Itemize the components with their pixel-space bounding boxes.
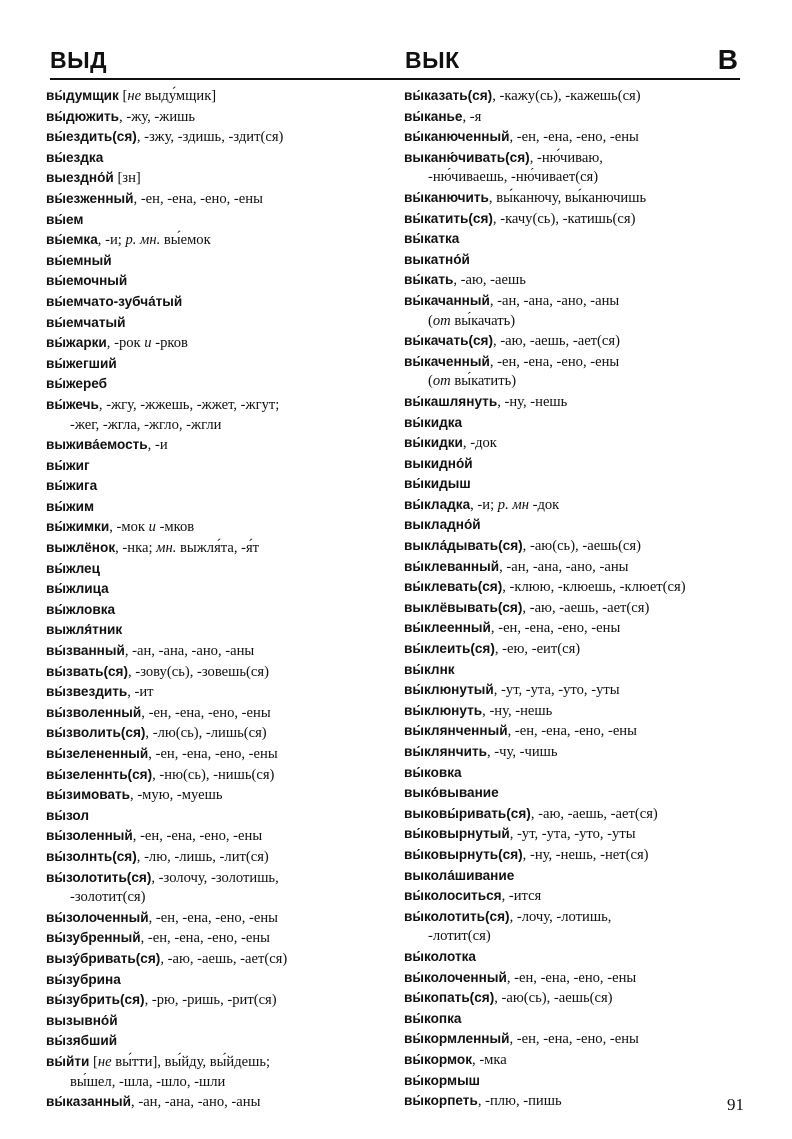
dictionary-entry xyxy=(46,1092,396,1113)
headword: вы́копать(ся) xyxy=(404,990,495,1006)
entry-grammar: , вы́канючу, вы́канючишь xyxy=(488,189,647,206)
headword: вы́катить(ся) xyxy=(404,210,493,226)
dictionary-entry xyxy=(404,1071,764,1092)
headword: вы́емка xyxy=(46,232,98,248)
entry-grammar: , -ен, -ена, -ено, -ены xyxy=(140,930,270,947)
entry-grammar: , -аю, -аешь, -ает(ся) xyxy=(160,950,288,967)
headword: выканю́чивать(ся) xyxy=(404,149,530,165)
entry-continuation xyxy=(46,888,396,908)
headword: вы́зубренный xyxy=(46,930,141,946)
headword: вызывно́й xyxy=(46,1012,118,1028)
header-left-guide-word: ВЫД xyxy=(50,47,108,73)
headword: вы́казать(ся) xyxy=(404,88,493,103)
headword: вы́каченный xyxy=(404,353,490,369)
entry-grammar: , -зжу, -здишь, -здит(ся) xyxy=(136,129,284,146)
entry-grammar: (от вы́катить) xyxy=(428,373,517,390)
headword: вы́казанный xyxy=(46,1094,132,1110)
entry-grammar: [не вы́тти], вы́йду, вы́йдешь; xyxy=(89,1053,271,1070)
dictionary-entry xyxy=(46,333,396,354)
entry-grammar: , -ен, -ена, -ено, -ены xyxy=(133,190,263,207)
entry-grammar: , -ен, -ена, -ено, -ены xyxy=(506,969,637,986)
dictionary-entry xyxy=(404,968,764,989)
dictionary-entry xyxy=(404,495,764,516)
headword: вы́кать xyxy=(404,272,454,288)
entry-continuation xyxy=(46,416,396,436)
entry-grammar: , -я xyxy=(462,108,482,125)
headword: вы́клевать(ся) xyxy=(404,579,503,595)
headword: вы́жереб xyxy=(46,376,108,392)
dictionary-entry xyxy=(46,620,396,641)
dictionary-entry xyxy=(404,127,764,148)
headword: вы́жечь xyxy=(46,396,99,412)
dictionary-entry xyxy=(46,703,396,724)
dictionary-entry xyxy=(404,148,764,169)
dictionary-entry xyxy=(404,1029,764,1050)
entry-grammar: , -аю, -аешь, -ает(ся) xyxy=(493,333,620,350)
headword: вы́колотка xyxy=(404,948,476,964)
dictionary-entry xyxy=(46,559,396,580)
headword: вы́езженный xyxy=(46,190,134,206)
dictionary-entry xyxy=(46,292,396,313)
headword: выкатно́й xyxy=(404,251,470,267)
dictionary-entry xyxy=(404,783,764,804)
dictionary-entry xyxy=(404,250,764,271)
headword: вы́звездить xyxy=(46,684,128,700)
dictionary-entry xyxy=(46,86,396,107)
headword: вы́зол xyxy=(46,807,89,823)
headword: выжива́емость xyxy=(46,437,148,453)
dictionary-entry xyxy=(46,476,396,497)
headword: вы́кормленный xyxy=(404,1031,510,1047)
dictionary-entry xyxy=(46,806,396,827)
dictionary-entry xyxy=(46,1031,396,1052)
dictionary-entry xyxy=(46,990,396,1011)
headword: вы́ем xyxy=(46,211,84,227)
entry-grammar: , -и; р. мн -док xyxy=(470,496,560,513)
headword: выжля́тник xyxy=(46,622,123,638)
entry-continuation xyxy=(404,312,764,332)
entry-grammar: [зн] xyxy=(113,170,141,187)
dictionary-entry xyxy=(46,744,396,765)
dictionary-entry xyxy=(404,866,764,887)
entry-grammar: -лотит(ся) xyxy=(428,928,491,945)
dictionary-entry xyxy=(46,662,396,683)
headword: выклёвывать(ся) xyxy=(404,599,523,615)
headword: выжлёнок xyxy=(46,540,116,556)
headword: вы́клеванный xyxy=(404,558,500,574)
dictionary-entry xyxy=(404,352,764,373)
headword: вы́корпеть xyxy=(404,1093,478,1109)
entry-grammar: , -мка xyxy=(472,1051,507,1068)
dictionary-entry xyxy=(46,517,396,538)
dictionary-entry xyxy=(46,1052,396,1073)
headword: вы́емочный xyxy=(46,273,128,289)
entry-grammar: , -аю(сь), -аешь(ся) xyxy=(522,538,641,555)
entry-continuation xyxy=(46,1073,396,1093)
headword: вы́жловка xyxy=(46,601,116,617)
dictionary-entry xyxy=(46,847,396,868)
dictionary-entry xyxy=(46,313,396,334)
dictionary-entry xyxy=(46,374,396,395)
dictionary-entry xyxy=(46,826,396,847)
headword: вы́жиг xyxy=(46,457,90,473)
entry-grammar: , -золочу, -золотишь, xyxy=(151,869,279,886)
dictionary-entry xyxy=(404,907,764,928)
dictionary-entry xyxy=(46,785,396,806)
dictionary-entry xyxy=(404,270,764,291)
entry-grammar: , -ну, -нешь xyxy=(482,702,553,719)
entry-grammar: -золотит(ся) xyxy=(70,889,146,906)
dictionary-entry xyxy=(404,639,764,660)
entry-grammar: , -кажу(сь), -кажешь(ся) xyxy=(492,88,641,104)
entry-grammar: , -качу(сь), -катишь(ся) xyxy=(492,210,636,227)
headword: вы́зубрить(ся) xyxy=(46,992,145,1008)
headword: вы́катка xyxy=(404,231,460,247)
entry-grammar: вы́шел, -шла, -шло, -шли xyxy=(70,1073,226,1090)
header-section-letter: В xyxy=(717,44,738,75)
dictionary-entry xyxy=(46,723,396,744)
entry-grammar: , -ну, -нешь xyxy=(497,393,568,410)
headword: вы́дюжить xyxy=(46,108,120,124)
headword: вы́канюченный xyxy=(404,129,510,145)
dictionary-entry xyxy=(46,908,396,929)
dictionary-entry xyxy=(404,988,764,1009)
entry-grammar: , -ну, -нешь, -нет(ся) xyxy=(522,846,649,863)
headword: вы́думщик xyxy=(46,88,119,103)
entry-grammar: , -рю, -ришь, -рит(ся) xyxy=(144,992,277,1009)
entry-grammar: , -аю, -аешь xyxy=(453,272,526,289)
dictionary-entry xyxy=(46,210,396,231)
headword: выковы́ривать(ся) xyxy=(404,805,531,821)
headword: вы́золотить(ся) xyxy=(46,869,152,885)
dictionary-entry xyxy=(404,947,764,968)
entry-grammar: , -ан, -ана, -ано, -аны xyxy=(124,643,255,660)
dictionary-entry xyxy=(404,763,764,784)
entry-grammar: , -ен, -ена, -ено, -ены xyxy=(148,909,278,926)
dictionary-entry xyxy=(404,291,764,312)
dictionary-entry xyxy=(404,515,764,536)
entry-grammar: [не выду́мщик] xyxy=(118,88,217,104)
dictionary-entry xyxy=(46,127,396,148)
headword: вы́жлица xyxy=(46,581,109,597)
dictionary-entry xyxy=(404,454,764,475)
entry-grammar: , -ею, -еит(ся) xyxy=(494,641,581,658)
headword: вы́кашлянуть xyxy=(404,393,498,409)
entry-grammar: , -док xyxy=(462,435,497,452)
dictionary-entry xyxy=(46,354,396,375)
dictionary-entry xyxy=(404,618,764,639)
dictionary-entry xyxy=(46,148,396,169)
headword: вы́клнк xyxy=(404,661,455,677)
headword: вы́канье xyxy=(404,108,463,124)
right-column xyxy=(404,86,764,1112)
headword: вы́емчатый xyxy=(46,314,126,330)
dictionary-entry xyxy=(46,1011,396,1032)
entry-grammar: , -и xyxy=(147,437,168,454)
headword: вы́жим xyxy=(46,498,95,514)
dictionary-entry xyxy=(404,209,764,230)
entry-grammar: , -ен, -ена, -ено, -ены xyxy=(507,723,637,740)
dictionary-entry xyxy=(404,433,764,454)
dictionary-entry xyxy=(46,970,396,991)
dictionary-entry xyxy=(46,765,396,786)
headword: выкла́дывать(ся) xyxy=(404,538,523,554)
headword: выко́вывание xyxy=(404,785,499,801)
headword: выкола́шивание xyxy=(404,867,515,883)
entry-grammar: , -ен, -ена, -ено, -ены xyxy=(509,1031,639,1048)
dictionary-entry xyxy=(46,107,396,128)
headword: вы́ездить(ся) xyxy=(46,129,137,145)
entry-grammar: , -плю, -пишь xyxy=(477,1093,562,1110)
entry-grammar: , -ню́чиваю, xyxy=(529,149,603,166)
headword: вы́зелененный xyxy=(46,746,149,761)
entry-grammar: , -жу, -жишь xyxy=(119,108,196,125)
dictionary-entry xyxy=(404,86,764,107)
dictionary-entry xyxy=(404,598,764,619)
entry-grammar: , -ен, -ена, -ено, -ены xyxy=(509,129,639,146)
entry-grammar: , -ан, -ана, -ано, -аны xyxy=(499,558,629,575)
headword: вы́жлец xyxy=(46,560,100,576)
entry-grammar: , -лю(сь), -лишь(ся) xyxy=(145,725,267,742)
headword: вы́клянчить xyxy=(404,744,487,759)
entry-grammar: (от вы́качать) xyxy=(428,312,516,329)
entry-grammar: , -лю, -лишь, -лит(ся) xyxy=(136,848,269,865)
dictionary-entry xyxy=(404,413,764,434)
headword: вы́ездка xyxy=(46,149,104,165)
dictionary-entry xyxy=(404,536,764,557)
running-header xyxy=(50,44,740,80)
headword: вы́ковка xyxy=(404,764,462,780)
headword: вы́ковырнуть(ся) xyxy=(404,846,523,862)
dictionary-entry xyxy=(46,230,396,251)
dictionary-entry xyxy=(404,1050,764,1071)
dictionary-entry xyxy=(46,168,396,189)
header-right-guide-word: ВЫК xyxy=(405,47,460,73)
headword: вы́копка xyxy=(404,1010,462,1026)
dictionary-entry xyxy=(46,538,396,559)
entry-grammar: , -аю(сь), -аешь(ся) xyxy=(494,990,613,1007)
dictionary-entry xyxy=(46,641,396,662)
headword: вы́кладка xyxy=(404,496,471,512)
entry-grammar: , -зову(сь), -зовешь(ся) xyxy=(128,663,269,680)
entry-grammar: , -мую, -муешь xyxy=(130,787,223,804)
entry-grammar: , -мок и -мков xyxy=(109,519,195,536)
dictionary-entry xyxy=(46,868,396,889)
dictionary-entry xyxy=(46,251,396,272)
headword: вы́емчато-зубча́тый xyxy=(46,293,183,309)
dictionary-entry xyxy=(404,107,764,128)
entry-grammar: , -ан, -ана, -ано, -аны xyxy=(131,1094,261,1111)
headword: вы́колотить(ся) xyxy=(404,908,510,924)
entry-grammar: , -лочу, -лотишь, xyxy=(509,908,612,925)
dictionary-entry xyxy=(404,229,764,250)
dictionary-entry xyxy=(404,742,764,763)
headword: вы́зябший xyxy=(46,1033,118,1049)
headword: вы́канючить xyxy=(404,189,489,205)
headword: вы́зволить(ся) xyxy=(46,725,146,741)
dictionary-entry xyxy=(404,1091,764,1112)
headword: вы́кидка xyxy=(404,414,463,430)
entry-continuation xyxy=(404,168,764,188)
headword: вы́звать(ся) xyxy=(46,663,129,679)
entry-grammar: , -чу, -чишь xyxy=(486,744,558,760)
headword: вы́золенный xyxy=(46,828,133,844)
headword: вы́кидыш xyxy=(404,476,471,492)
entry-grammar: , -ен, -ена, -ено, -ены xyxy=(490,620,621,637)
entry-grammar: , -рок и -рков xyxy=(106,335,188,352)
entry-continuation xyxy=(404,927,764,947)
dictionary-entry xyxy=(404,392,764,413)
dictionary-entry xyxy=(46,395,396,416)
dictionary-entry xyxy=(46,949,396,970)
headword: вы́зубрина xyxy=(46,971,121,987)
headword: вы́клюнутый xyxy=(404,682,494,698)
entry-grammar: -жег, -жгла, -жгло, -жгли xyxy=(70,416,222,433)
headword: вы́жегший xyxy=(46,355,117,371)
dictionary-entry xyxy=(46,456,396,477)
headword: вы́колоситься xyxy=(404,888,502,904)
headword: вы́золнть(ся) xyxy=(46,848,137,864)
dictionary-entry xyxy=(404,474,764,495)
entry-grammar: , -ню(сь), -нишь(ся) xyxy=(152,766,275,783)
entry-continuation xyxy=(404,372,764,392)
dictionary-entry xyxy=(404,680,764,701)
dictionary-entry xyxy=(404,660,764,681)
dictionary-entry xyxy=(404,557,764,578)
dictionary-entry xyxy=(404,577,764,598)
dictionary-entry xyxy=(404,886,764,907)
entry-grammar: , -жгу, -жжешь, -жжет, -жгут; xyxy=(98,396,280,413)
dictionary-entry xyxy=(46,435,396,456)
dictionary-entry xyxy=(46,271,396,292)
entry-grammar: , -ут, -ута, -уто, -уты xyxy=(509,826,636,843)
headword: вы́ковырнутый xyxy=(404,826,510,842)
headword: вы́емный xyxy=(46,252,112,268)
entry-grammar: , -ен, -ена, -ено, -ены xyxy=(489,353,620,370)
entry-grammar: , -и; р. мн. вы́емок xyxy=(97,232,211,249)
headword: выкидно́й xyxy=(404,455,473,471)
dictionary-entry xyxy=(46,189,396,210)
entry-grammar: , -ен, -ена, -ено, -ены xyxy=(132,828,263,845)
headword: вы́жарки xyxy=(46,335,107,351)
headword: вы́йти xyxy=(46,1053,90,1069)
headword: вы́клеить(ся) xyxy=(404,641,495,657)
headword: вы́клянченный xyxy=(404,723,508,739)
dictionary-entry xyxy=(404,188,764,209)
headword: вы́жимки xyxy=(46,519,110,535)
headword: вы́званный xyxy=(46,643,125,659)
entry-grammar: , -аю, -аешь, -ает(ся) xyxy=(522,599,650,616)
dictionary-entry xyxy=(46,600,396,621)
dictionary-entry xyxy=(46,928,396,949)
headword: вы́зимовать xyxy=(46,787,131,803)
headword: вызу́бривать(ся) xyxy=(46,950,161,966)
headword: вы́зеленнть(ся) xyxy=(46,766,153,782)
left-column xyxy=(46,86,396,1113)
headword: вы́кормок xyxy=(404,1051,473,1067)
headword: вы́клюнуть xyxy=(404,702,483,718)
entry-grammar: -ню́чиваешь, -ню́чивает(ся) xyxy=(428,169,599,186)
entry-grammar: , -ут, -ута, -уто, -уты xyxy=(493,682,620,699)
entry-grammar: , -ан, -ана, -ано, -аны xyxy=(489,292,620,309)
dictionary-entry xyxy=(46,682,396,703)
headword: вы́колоченный xyxy=(404,969,507,985)
headword: вы́зволенный xyxy=(46,704,142,720)
headword: вы́золоченный xyxy=(46,909,149,925)
entry-grammar: , -клюю, -клюешь, -клюет(ся) xyxy=(502,579,686,596)
dictionary-entry xyxy=(404,721,764,742)
headword: вы́кормыш xyxy=(404,1072,481,1088)
headword: вы́клеенный xyxy=(404,620,491,636)
headword: вы́качанный xyxy=(404,292,490,308)
dictionary-entry xyxy=(404,701,764,722)
dictionary-entry xyxy=(404,845,764,866)
entry-grammar: , -ен, -ена, -ено, -ены xyxy=(148,746,278,762)
entry-grammar: , -ится xyxy=(501,888,542,905)
headword: вы́кидки xyxy=(404,435,463,451)
dictionary-entry xyxy=(404,331,764,352)
dictionary-entry xyxy=(404,804,764,825)
entry-grammar: , -аю, -аешь, -ает(ся) xyxy=(530,805,658,822)
dictionary-entry xyxy=(46,579,396,600)
dictionary-entry xyxy=(404,824,764,845)
dictionary-entry xyxy=(46,497,396,518)
entry-grammar: , -нка; мн. выжля́та, -я́т xyxy=(115,540,260,557)
headword: выкладно́й xyxy=(404,517,481,533)
dictionary-entry xyxy=(404,1009,764,1030)
page-number: 91 xyxy=(727,1095,744,1114)
headword: выездно́й xyxy=(46,170,114,186)
headword: вы́жига xyxy=(46,478,98,494)
entry-grammar: , -ит xyxy=(127,684,154,701)
entry-grammar: , -ен, -ена, -ено, -ены xyxy=(141,704,271,721)
headword: вы́качать(ся) xyxy=(404,333,494,349)
